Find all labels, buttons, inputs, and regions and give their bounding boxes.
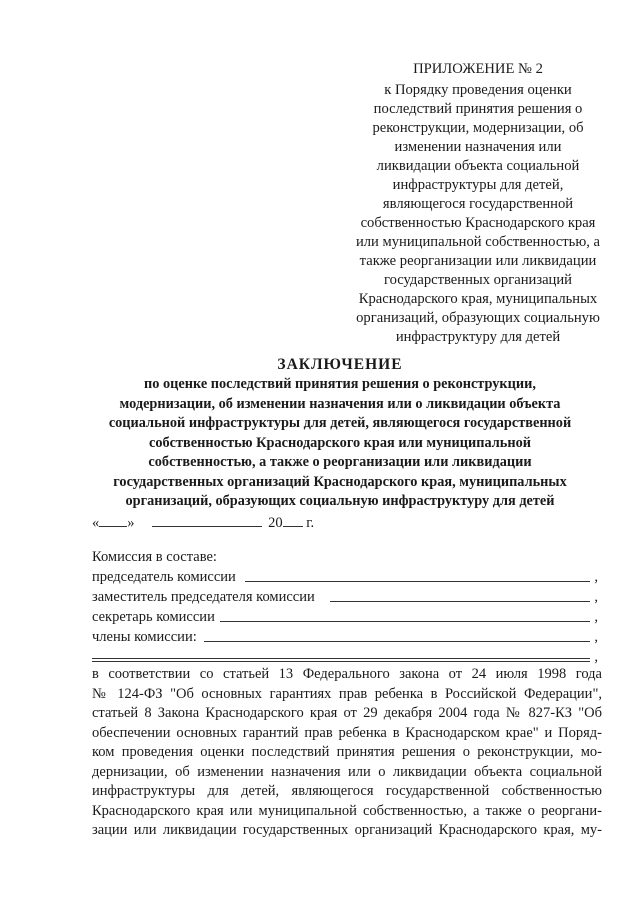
deputy-label: заместитель председателя комиссии xyxy=(92,589,315,605)
chairman-blank[interactable] xyxy=(245,581,590,582)
secretary-blank[interactable] xyxy=(220,621,590,622)
body-paragraph xyxy=(92,665,602,841)
chairman-label: председатель комиссии xyxy=(92,569,236,585)
year-suffix: г. xyxy=(302,515,315,531)
date-close-quote: » xyxy=(127,515,135,531)
comma: , xyxy=(594,609,598,625)
members-blank-2[interactable] xyxy=(92,661,590,662)
comma: , xyxy=(594,629,598,645)
heading-line: собственностью Краснодарского края или муниципальной xyxy=(149,434,531,451)
body-line: Краснодарского края или муниципальной собственностью, а также о реоргани- xyxy=(92,802,602,819)
chairman-row xyxy=(92,567,602,587)
heading-line: организаций, образующих социальную инфраструктуру для детей xyxy=(125,493,555,509)
commission-intro: Комиссия в составе: xyxy=(92,549,217,565)
body-line: в соответствии со статьей 13 Федерального закона от 24 июля 1998 года xyxy=(92,666,602,682)
document-heading xyxy=(90,355,590,512)
secretary-row xyxy=(92,607,602,627)
appendix-line: являющегося государственной xyxy=(382,196,574,212)
commission-section xyxy=(92,547,602,667)
appendix-title: ПРИЛОЖЕНИЕ № 2 xyxy=(413,61,543,77)
comma: , xyxy=(594,569,598,585)
appendix-line: к Порядку проведения оценки xyxy=(384,82,572,98)
deputy-blank[interactable] xyxy=(330,601,590,602)
year-prefix: 20 xyxy=(268,515,283,531)
blank-line[interactable] xyxy=(92,658,590,659)
body-line: статьей 8 Закона Краснодарского края от 29 декабря 2004 года № 827-КЗ "Об xyxy=(92,705,602,721)
date-line xyxy=(92,512,314,532)
appendix-line: реконструкции, модернизации, об xyxy=(372,120,584,136)
appendix-line: последствий принятия решения о xyxy=(373,101,583,117)
members-extra-row xyxy=(92,647,602,667)
date-open-quote: « xyxy=(92,515,100,531)
appendix-line: также реорганизации или ликвидации xyxy=(359,253,597,269)
year-blank[interactable] xyxy=(283,512,303,527)
appendix-line: изменении назначения или xyxy=(394,139,562,155)
deputy-row xyxy=(92,587,602,607)
heading-line: социальной инфраструктуры для детей, являющегося государственной xyxy=(108,415,572,431)
day-blank[interactable] xyxy=(99,512,127,527)
heading-line: собственностью, а также о реорганизации или ликвидации xyxy=(148,454,532,470)
body-line: инфраструктуры для детей, являющегося государственной собственностью xyxy=(92,783,602,799)
appendix-line: или муниципальной собственностью, а xyxy=(355,234,601,250)
comma: , xyxy=(594,649,598,665)
heading-line: государственных организаций Краснодарского края, муниципальных xyxy=(113,473,567,490)
body-line: № 124-ФЗ "Об основных гарантиях прав ребенка в Российской Федерации", xyxy=(92,685,602,702)
members-label: члены комиссии: xyxy=(92,629,197,645)
appendix-header xyxy=(348,60,608,347)
body-line: дернизации, об изменении назначения или о ликвидации объекта социальной xyxy=(92,763,602,780)
appendix-line: инфраструктуру для детей xyxy=(395,329,561,345)
appendix-line: организаций, образующих социальную xyxy=(356,310,600,326)
body-line: зации или ликвидации государственных организаций Краснодарского края, му- xyxy=(92,822,602,838)
document-title: ЗАКЛЮЧЕНИЕ xyxy=(277,356,403,373)
appendix-line: собственностью Краснодарского края xyxy=(360,215,596,231)
appendix-line: Краснодарского края, муниципальных xyxy=(358,291,598,307)
commission-intro-row xyxy=(92,547,602,567)
secretary-label: секретарь комиссии xyxy=(92,609,215,625)
comma: , xyxy=(594,589,598,605)
appendix-line: ликвидации объекта социальной xyxy=(376,158,580,174)
appendix-line: инфраструктуры для детей, xyxy=(392,177,564,193)
body-line: ком проведения оценки последствий принятия решения о реконструкции, мо- xyxy=(92,744,602,760)
appendix-line: государственных организаций xyxy=(383,272,572,288)
body-line: обеспечении основных гарантий прав ребенка в Краснодарском крае" и Поряд- xyxy=(92,724,602,741)
heading-line: модернизации, об изменении назначения или о ликвидации объекта xyxy=(119,395,561,412)
members-blank[interactable] xyxy=(204,641,590,642)
heading-line: по оценке последствий принятия решения о реконструкции, xyxy=(144,376,536,392)
month-blank[interactable] xyxy=(152,512,262,527)
members-row xyxy=(92,627,602,647)
